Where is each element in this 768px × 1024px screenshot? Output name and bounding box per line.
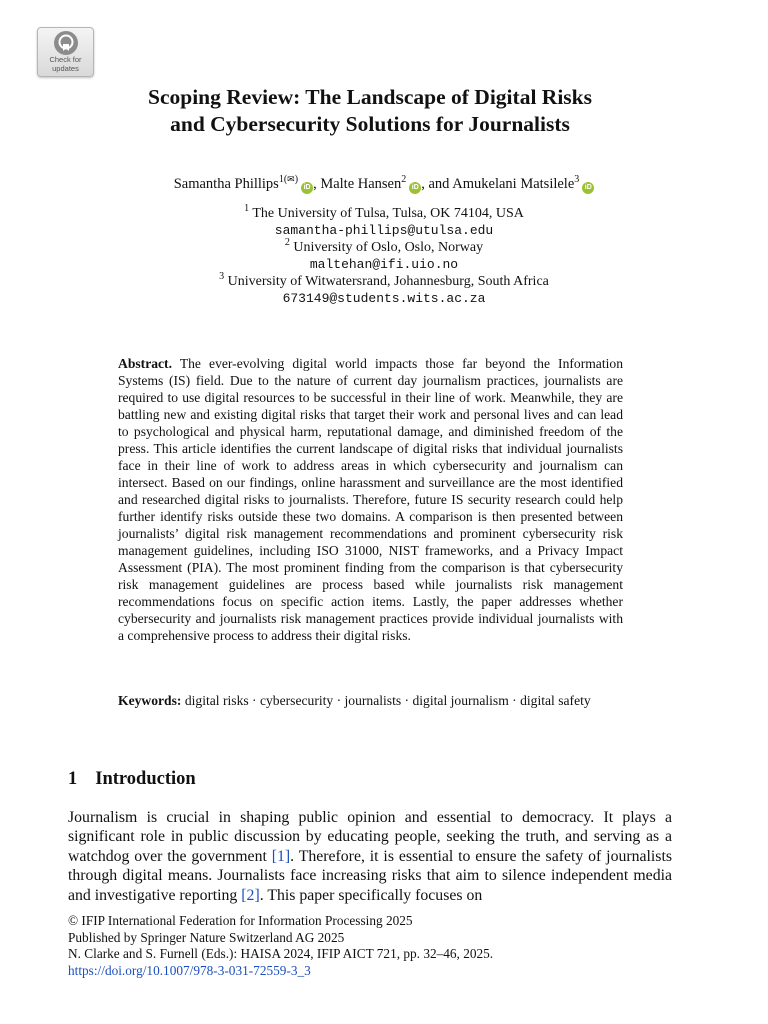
affiliation-email-1[interactable]: samantha-phillips@utulsa.edu: [274, 223, 494, 238]
bookmark-icon: [54, 31, 78, 55]
affiliation-email-3[interactable]: 673149@students.wits.ac.za: [282, 291, 486, 306]
author-name: Samantha Phillips: [173, 176, 279, 192]
affiliation-2: $^2$ University of Oslo, Oslo, Norway: [284, 237, 484, 255]
orcid-icon[interactable]: iD: [582, 182, 594, 194]
abstract-text: The ever-evolving digital world impacts those far beyond the Information Systems (IS) field. Due to the nature of current day journalism practices, journalists are required to use digital resources to be successful in their line of work. Meanwhile, they are battling new and existing digital risks that target their work and personal lives and can lead to psychological and physical harm, reputational damage, and diminished freedom of the press. This article identifies the current landscape of digital risks that individual journalists face in their line of work to address areas in which cybersecurity and journalism can intersect. Based on our findings, online harassment and surveillance are the most identified and researched digital risks to journalists. Therefore, future IS security research could help further identify risks outside these two domains. A comparison is then presented between journalists’ digital risk management recommendations and prominent cybersecurity risk management guidelines, including ISO 31000, NIST frameworks, and a Privacy Impact Assessment (PIA). The most prominent finding from the comparison is that cybersecurity risk management guidelines are process based while journalists risk management recommendations focus on specific action items. Lastly, the paper addresses whether cybersecurity and journalists risk management practices provide individual journalists with a comprehensive process to address their digital risks.: [118, 356, 623, 643]
citation-line: N. Clarke and S. Furnell (Eds.): HAISA 2024, IFIP AICT 721, pp. 32–46, 2025.: [68, 946, 494, 961]
author-superscript: 2: [401, 174, 407, 185]
citation-link[interactable]: [1]: [271, 847, 291, 865]
affiliation-1: $^1$ The University of Tulsa, Tulsa, OK 74104, USA: [244, 203, 524, 221]
author-name: Malte Hansen: [320, 176, 402, 192]
affiliations: [40, 205, 728, 307]
badge-label-line2: updates: [52, 63, 79, 73]
paper-title: [60, 84, 680, 138]
check-for-updates-badge[interactable]: [37, 27, 94, 77]
author-list: [40, 174, 728, 194]
title-line-1: Scoping Review: The Landscape of Digital Risks: [148, 85, 592, 109]
publication-footer: [68, 913, 493, 979]
intro-paragraph: Journalism is crucial in shaping public opinion and essential to democracy. It plays a significant role in public discussion by educating people, seeking the truth, and serving as a watchdog over the government [1]. Therefore, it is essential to ensure the safety of journalists through digital means. Journalists face increasing risks that aim to silence independent media and investigative reporting [2]. This paper specifically focuses on: [68, 809, 672, 904]
keywords-text: digital risks · cybersecurity · journalists · digital journalism · digital safety: [184, 693, 591, 708]
author-separator: ,: [313, 176, 321, 192]
section-heading: [68, 769, 196, 790]
orcid-icon[interactable]: iD: [409, 182, 421, 194]
abstract-label: Abstract.: [118, 356, 172, 371]
citation-link[interactable]: [2]: [241, 886, 260, 904]
doi-link[interactable]: https://doi.org/10.1007/978-3-031-72559-3_3: [68, 962, 311, 978]
affiliation-3: $^3$ University of Witwatersrand, Johannesburg, South Africa: [219, 271, 549, 289]
author-superscript: 3: [574, 174, 580, 185]
abstract: [118, 355, 623, 644]
badge-label-line1: Check for: [49, 55, 82, 64]
orcid-icon[interactable]: iD: [301, 182, 313, 194]
publisher-line: Published by Springer Nature Switzerland AG 2025: [68, 929, 345, 945]
affiliation-email-2[interactable]: maltehan@ifi.uio.no: [309, 257, 459, 272]
section-title: Introduction: [95, 769, 196, 789]
author-separator: , and: [421, 176, 453, 192]
author-name: Amukelani Matsilele: [452, 176, 575, 192]
section-number: 1: [68, 769, 78, 789]
envelope-icon[interactable]: ✉: [287, 175, 295, 185]
title-line-2: and Cybersecurity Solutions for Journalists: [170, 112, 570, 136]
keywords: [118, 692, 623, 709]
author-superscript: 1(✉): [278, 174, 299, 185]
keywords-label: Keywords:: [118, 693, 182, 708]
copyright-line: © IFIP International Federation for Information Processing 2025: [68, 913, 413, 928]
